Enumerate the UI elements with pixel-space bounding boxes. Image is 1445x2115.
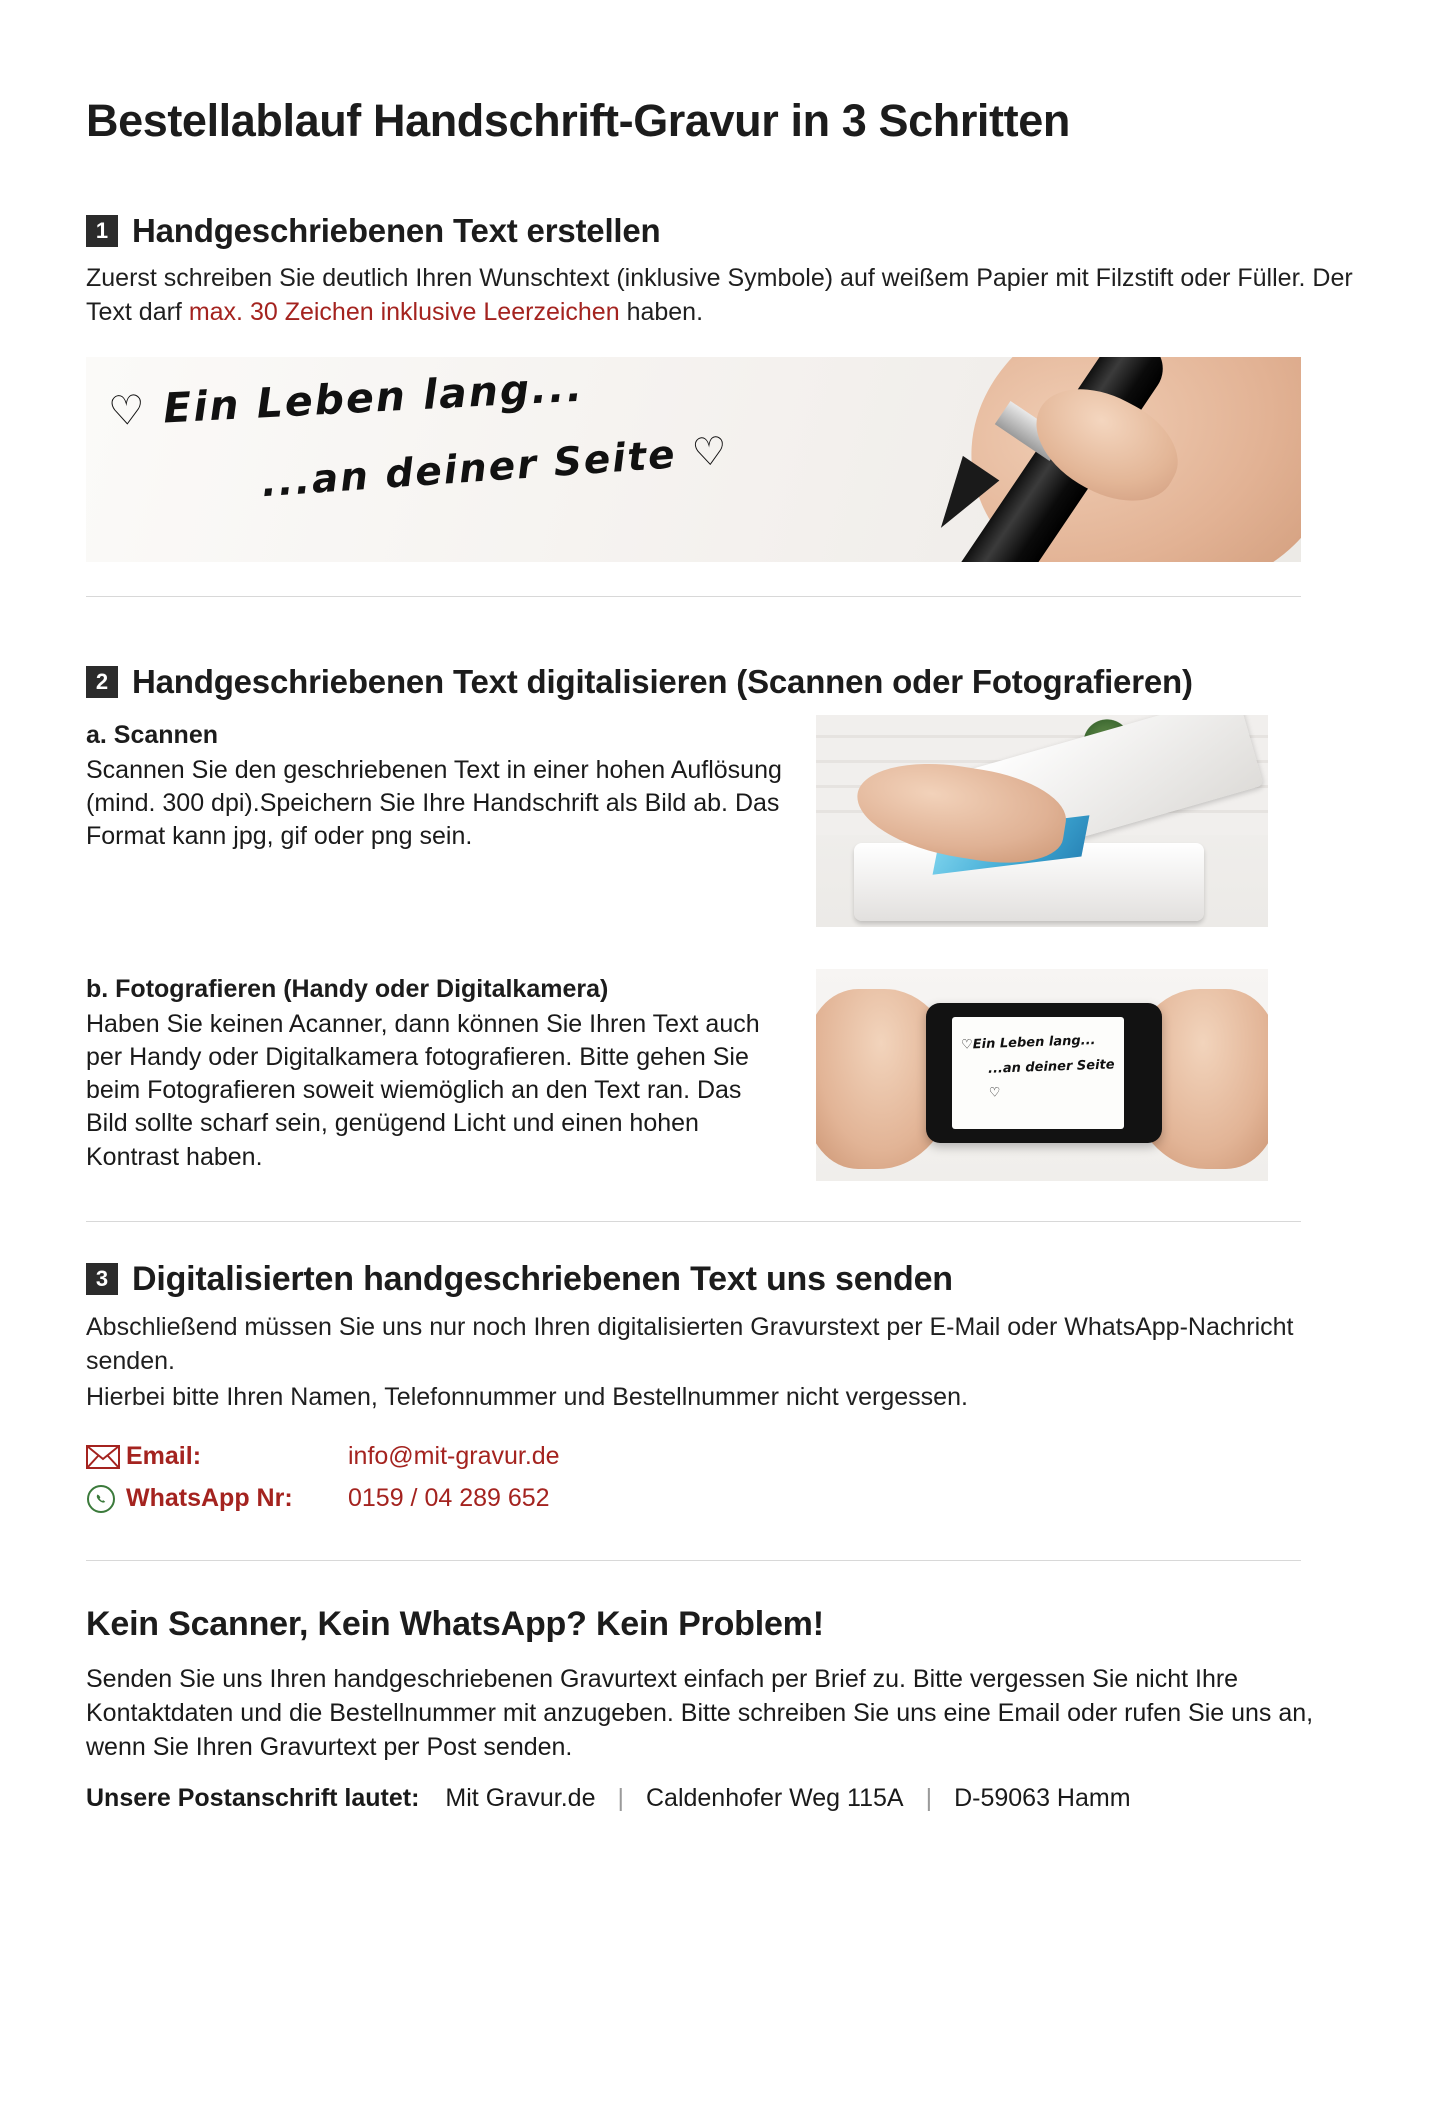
address-separator-2: | — [925, 1784, 933, 1813]
address-street: Caldenhofer Weg 115A — [645, 1784, 904, 1813]
whatsapp-label: WhatsApp Nr: — [126, 1484, 293, 1512]
step-3-text-line-2: Hierbei bitte Ihren Namen, Telefonnummer und Bestellnummer nicht vergessen. — [86, 1382, 968, 1411]
address-lead-label: Unsere Postanschrift lautet: — [86, 1784, 420, 1813]
step-2b-text: Haben Sie keinen Acanner, dann können Sie Ihren Text auch per Handy oder Digitalkamera fotografieren. Bitte gehen Sie beim Fotografieren soweit wiemöglich an den Text ran. Das Bild sollte scharf sein, genügend Licht und einen hohen Kontrast haben. — [86, 1009, 760, 1171]
step-2-title: Handgeschriebenen Text digitalisieren (Scannen oder Fotografieren) — [132, 662, 1193, 700]
email-label: Email: — [126, 1442, 202, 1470]
contact-row-whatsapp[interactable] — [86, 1478, 1356, 1520]
divider-1 — [86, 596, 1301, 597]
address-city: D-59063 Hamm — [954, 1784, 1131, 1813]
contact-row-email[interactable] — [86, 1436, 1356, 1478]
step-number-badge-3: 3 — [86, 1263, 118, 1295]
postal-address-row — [86, 1784, 1356, 1813]
smartphone-photo — [816, 969, 1268, 1181]
step-3-title: Digitalisierten handgeschriebenen Text uns senden — [132, 1259, 953, 1298]
handwriting-line-2: ...an deiner Seite ♡ — [260, 428, 731, 506]
step-2a-text: Scannen Sie den geschriebenen Text in einer hohen Auflösung (mind. 300 dpi).Speichern Sie Ihre Handschrift als Bild ab. Das Format kann jpg, gif oder png sein. — [86, 755, 782, 850]
page-title: Bestellablauf Handschrift-Gravur in 3 Schritten — [86, 95, 1070, 146]
step-1-text — [86, 261, 1356, 329]
scanner-photo — [816, 715, 1268, 927]
step-1-text-before: Zuerst schreiben Sie deutlich Ihren Wunschtext (inklusive Symbole) auf weißem Papier mit Filzstift oder Füller. Der Text darf — [86, 263, 1353, 326]
address-company: Mit Gravur.de — [445, 1784, 596, 1813]
bottom-section-title: Kein Scanner, Kein WhatsApp? Kein Problem! — [86, 1604, 824, 1643]
whatsapp-icon — [86, 1484, 126, 1514]
address-separator-1: | — [617, 1784, 624, 1813]
step-3-text-line-1: Abschließend müssen Sie uns nur noch Ihren digitalisierten Gravurstext per E-Mail oder WhatsApp-Nachricht senden. — [86, 1312, 1294, 1375]
step-number-badge-1: 1 — [86, 215, 118, 247]
divider-2 — [86, 1221, 1301, 1222]
step-number-badge-2: 2 — [86, 666, 118, 698]
step-3-heading — [86, 1260, 1356, 1299]
step-2-part-b — [86, 969, 1356, 1181]
step-1-text-after: haben. — [619, 297, 704, 326]
whatsapp-value[interactable]: 0159 / 04 289 652 — [348, 1484, 550, 1512]
email-value[interactable]: info@mit-gravur.de — [348, 1442, 560, 1470]
step-2-part-a — [86, 715, 1356, 927]
envelope-icon — [86, 1445, 126, 1469]
step-1-highlight: max. 30 Zeichen inklusive Leerzeichen — [188, 297, 620, 326]
step-2a-heading: a. Scannen — [86, 720, 218, 749]
phone-script-line-2: ...an deiner Seite ♡ — [987, 1056, 1115, 1101]
bottom-section-text: Senden Sie uns Ihren handgeschriebenen Gravurtext einfach per Brief zu. Bitte vergessen Sie nicht Ihre Kontaktdaten und die Bestellnummer mit anzugeben. Bitte schreiben Sie uns eine Email oder rufen Sie uns an, wenn Sie Ihren Gravurtext per Post senden. — [86, 1664, 1314, 1761]
step-2b-heading: b. Fotografieren (Handy oder Digitalkamera) — [86, 974, 609, 1003]
contact-list — [86, 1436, 1356, 1520]
handwriting-line-1: ♡ Ein Leben lang... — [107, 362, 586, 435]
smartphone-screen-text — [961, 1028, 1119, 1107]
step-2-heading — [86, 663, 1356, 701]
divider-3 — [86, 1560, 1301, 1561]
step-1-title: Handgeschriebenen Text erstellen — [132, 211, 661, 249]
step-1-heading — [86, 212, 1356, 250]
phone-script-line-1: ♡Ein Leben lang... — [960, 1032, 1096, 1053]
handwriting-photo — [86, 357, 1301, 562]
